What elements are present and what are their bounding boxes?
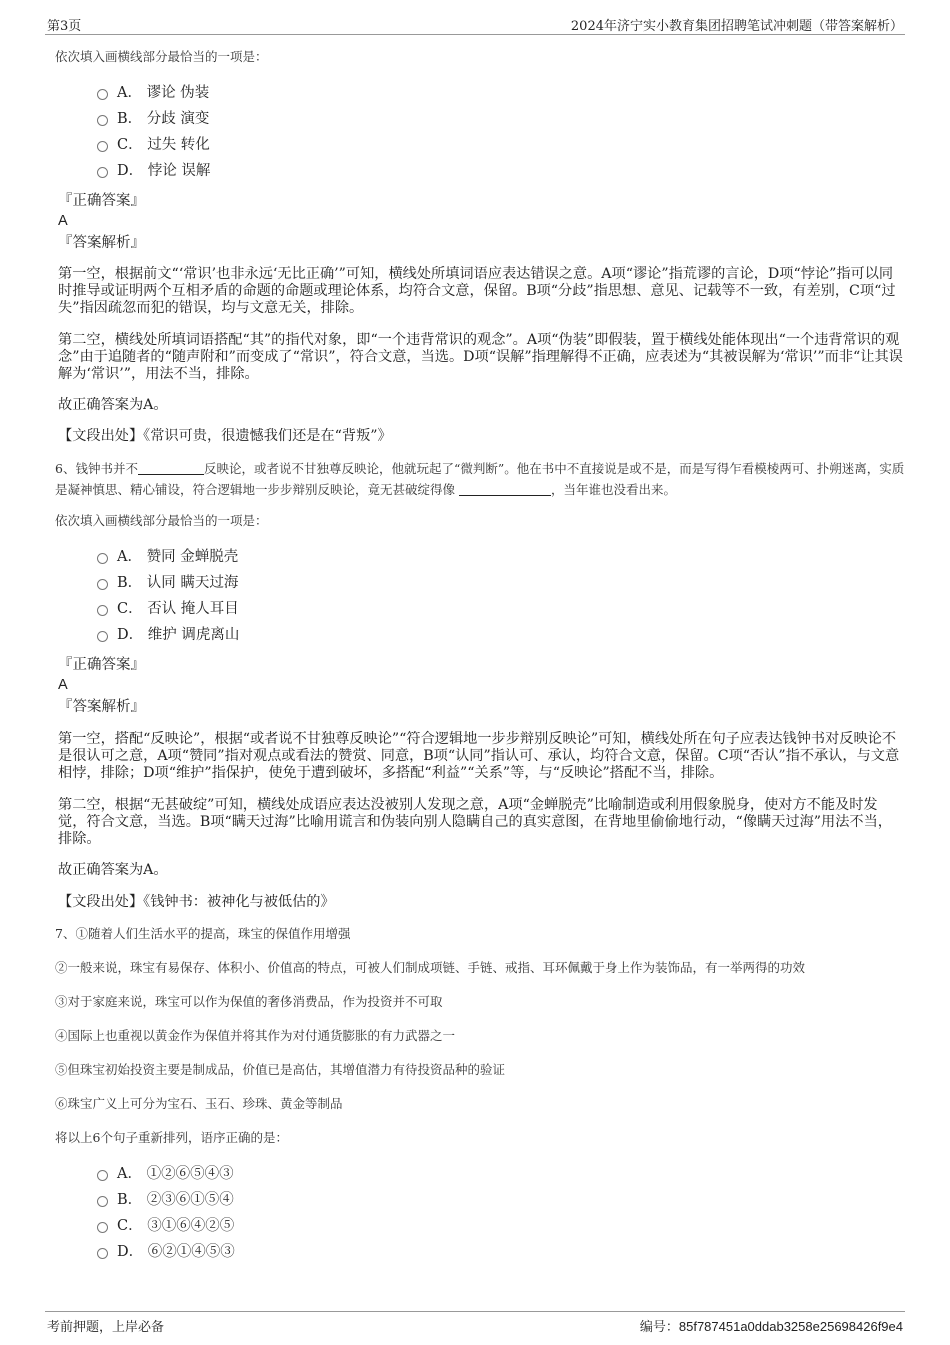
q6-option-c[interactable]: C． 否认 掩人耳目 [97, 596, 905, 622]
q6-analysis-1: 第一空，搭配“反映论”，根据“或者说不甘独尊反映论”“符合逻辑地一步步辩别反映论”可知，横线处所在句子应表达钱钟书对反映论不是很认可之意，A项“赞同”指对观点或看法的赞赏、同意，B项“认同”指认可、承认，均符合文意，保留。C项“否认”指不承认，与文意相悖，排除；D项“维护”指保护，使免于遭到破坏，多搭配“利益”“关系”等，与“反映论”搭配不当，排除。 [58, 731, 900, 781]
blank-1 [138, 460, 204, 475]
radio-icon[interactable] [97, 115, 108, 126]
q5-option-b[interactable]: B． 分歧 演变 [97, 106, 905, 132]
radio-icon[interactable] [97, 141, 108, 152]
q7-sentence-6: ⑥珠宝广义上可分为宝石、玉石、珍珠、黄金等制品 [55, 1096, 343, 1111]
radio-icon[interactable] [97, 167, 108, 178]
radio-icon[interactable] [97, 1170, 108, 1181]
radio-icon[interactable] [97, 1222, 108, 1233]
q6-source: 【文段出处】《钱钟书：被神化与被低估的》 [58, 894, 335, 910]
q6-conclusion: 故正确答案为A。 [58, 862, 168, 878]
page-footer [45, 1311, 905, 1338]
q6-option-a[interactable]: A． 赞同 金蝉脱壳 [97, 544, 905, 570]
document-code: 编号：85f787451a0ddab3258e25698426f9e4 [639, 1319, 903, 1335]
q7-sentence-1: 7、①随着人们生活水平的提高，珠宝的保值作用增强 [55, 926, 351, 941]
q7-option-d[interactable]: D． ⑥②①④⑤③ [97, 1239, 905, 1265]
q5-prompt: 依次填入画横线部分最恰当的一项是： [55, 49, 268, 64]
q7-sentence-3: ③对于家庭来说，珠宝可以作为保值的奢侈消费品，作为投资并不可取 [55, 994, 443, 1009]
q6-answer: A [58, 677, 68, 693]
q6-prompt: 依次填入画横线部分最恰当的一项是： [55, 513, 268, 528]
q6-analysis-label: 『答案解析』 [58, 699, 145, 715]
q7-sentence-4: ④国际上也重视以黄金作为保值并将其作为对付通货膨胀的有力武器之一 [55, 1028, 456, 1043]
page-content [45, 46, 905, 1265]
q6-stem: 6、钱钟书并不 反映论，或者说不甘独尊反映论，他就玩起了“微判断”。他在书中不直接说是或不是，而是写得乍看模棱两可、扑朔迷离，实质是凝神慎思、精心铺设，符合逻辑地一步步辩别反映论，竟无甚破绽得像 ，当年谁也没看出来。 [55, 461, 905, 497]
q5-analysis-label: 『答案解析』 [58, 235, 145, 251]
radio-icon[interactable] [97, 89, 108, 100]
q5-analysis-1: 第一空，根据前文“‘常识’也非永远‘无比正确’”可知，横线处所填词语应表达错误之意。A项“谬论”指荒谬的言论，D项“悖论”指可以同时推导或证明两个互相矛盾的命题的命题或理论体系，均符合文意，保留。B项“分歧”指思想、意见、记载等不一致，有差别，C项“过失”指因疏忽而犯的错误，均与文意无关，排除。 [58, 266, 896, 316]
q7-option-a[interactable]: A． ①②⑥⑤④③ [97, 1161, 905, 1187]
blank-2 [459, 481, 551, 496]
page-header [45, 12, 905, 35]
radio-icon[interactable] [97, 605, 108, 616]
q5-answer-label: 『正确答案』 [58, 193, 145, 209]
q7-prompt: 将以上6个句子重新排列，语序正确的是： [55, 1130, 288, 1145]
q7-options [97, 1161, 905, 1265]
q5-answer: A [58, 213, 68, 229]
footer-slogan: 考前押题，上岸必备 [47, 1320, 165, 1335]
q7-option-b[interactable]: B． ②③⑥①⑤④ [97, 1187, 905, 1213]
q6-option-b[interactable]: B． 认同 瞒天过海 [97, 570, 905, 596]
radio-icon[interactable] [97, 631, 108, 642]
q5-analysis-2: 第二空，横线处所填词语搭配“其”的指代对象，即“一个违背常识的观念”。A项“伪装”即假装，置于横线处能体现出“一个违背常识的观念”由于追随者的“随声附和”而变成了“常识”，符合文意，当选。D项“误解”指理解得不正确，应表述为“其被误解为‘常识’”而非“让其误解为‘常识’”，用法不当，排除。 [58, 332, 903, 382]
q5-option-d[interactable]: D． 悖论 误解 [97, 158, 905, 184]
q5-option-a[interactable]: A． 谬论 伪装 [97, 80, 905, 106]
q5-options [97, 80, 905, 184]
q7-sentence-5: ⑤但珠宝初始投资主要是制成品，价值已是高估，其增值潜力有待投资品种的验证 [55, 1062, 506, 1077]
q5-conclusion: 故正确答案为A。 [58, 397, 168, 413]
q6-analysis-2: 第二空，根据“无甚破绽”可知，横线处成语应表达没被别人发现之意，A项“金蝉脱壳”比喻制造或利用假象脱身，使对方不能及时发觉，符合文意，当选。B项“瞒天过海”比喻用谎言和伪装向别人隐瞒自己的真实意图，在背地里偷偷地行动，“像瞒天过海”用法不当，排除。 [58, 797, 892, 847]
radio-icon[interactable] [97, 1248, 108, 1259]
radio-icon[interactable] [97, 579, 108, 590]
q5-source: 【文段出处】《常识可贵，很遗憾我们还是在“背叛”》 [58, 428, 392, 444]
q5-option-c[interactable]: C． 过失 转化 [97, 132, 905, 158]
q6-option-d[interactable]: D． 维护 调虎离山 [97, 622, 905, 648]
radio-icon[interactable] [97, 553, 108, 564]
page-number: 第3页 [47, 19, 82, 34]
document-title: 2024年济宁实小教育集团招聘笔试冲刺题（带答案解析） [570, 19, 903, 34]
q7-option-c[interactable]: C． ③①⑥④②⑤ [97, 1213, 905, 1239]
radio-icon[interactable] [97, 1196, 108, 1207]
q6-answer-label: 『正确答案』 [58, 657, 145, 673]
q7-sentence-2: ②一般来说，珠宝有易保存、体积小、价值高的特点，可被人们制成项链、手链、戒指、耳环佩戴于身上作为装饰品，有一举两得的功效 [55, 960, 806, 975]
q6-options [97, 544, 905, 648]
